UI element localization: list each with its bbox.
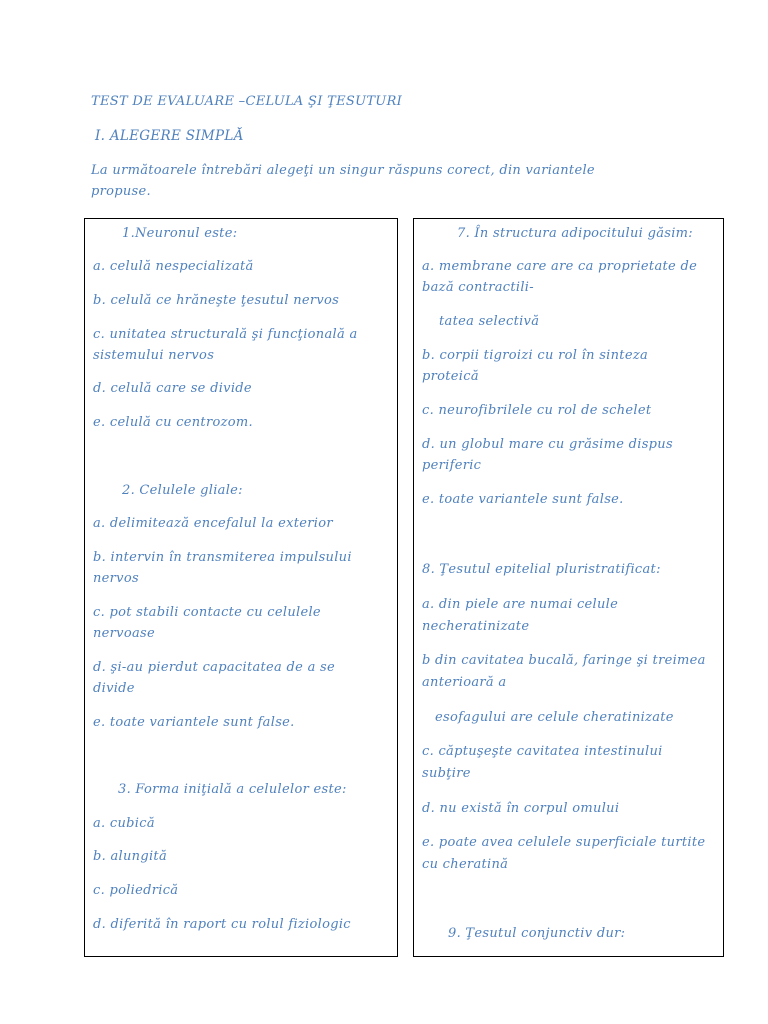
question-7-option-b-line1: b. corpii tigroizi cu rol în sinteza	[422, 348, 649, 363]
question-3-option-a: a. cubică	[93, 816, 155, 831]
question-3-title: 3. Forma iniţială a celulelor este:	[118, 782, 347, 797]
question-7-option-a-line3: tatea selectivă	[439, 314, 540, 329]
question-3-option-b: b. alungită	[93, 849, 167, 864]
question-1-option-d: d. celulă care se divide	[93, 381, 252, 396]
question-8-option-b-line3: esofagului are celule cheratinizate	[435, 710, 674, 725]
question-8-option-b-line1: b din cavitatea bucală, faringe şi treimea	[422, 653, 706, 668]
question-7-option-a-line1: a. membrane care are ca proprietate de	[422, 259, 698, 274]
question-7-title: 7. În structura adipocitului găsim:	[457, 226, 693, 241]
question-1-option-c-line1: c. unitatea structurală şi funcţională a	[93, 327, 358, 342]
question-2-option-d-line1: d. şi-au pierdut capacitatea de a se	[93, 660, 336, 675]
question-2-option-e: e. toate variantele sunt false.	[93, 715, 295, 730]
question-2-option-a: a. delimitează encefalul la exterior	[93, 516, 333, 531]
question-1-title: 1.Neuronul este:	[122, 226, 238, 241]
question-1-option-e: e. celulă cu centrozom.	[93, 415, 253, 430]
section-heading: I. ALEGERE SIMPLĂ	[95, 128, 244, 144]
question-2-option-b-line2: nervos	[93, 571, 139, 586]
question-8-option-a-line1: a. din piele are numai celule	[422, 597, 619, 612]
question-7-option-d-line1: d. un globul mare cu grăsime dispus	[422, 437, 673, 452]
question-7-option-b-line2: proteică	[422, 369, 479, 384]
question-3-option-d: d. diferită în raport cu rolul fiziologic	[93, 917, 351, 932]
question-7-option-d-line2: periferic	[422, 458, 482, 473]
document-title: TEST DE EVALUARE –CELULA ŞI ŢESUTURI	[91, 94, 403, 109]
question-2-title: 2. Celulele gliale:	[122, 483, 243, 498]
question-8-option-b-line2: anterioară a	[422, 675, 507, 690]
question-8-title: 8. Ţesutul epitelial pluristratificat:	[422, 562, 661, 577]
question-2-option-b-line1: b. intervin în transmiterea impulsului	[93, 550, 352, 565]
question-2-option-c-line1: c. pot stabili contacte cu celulele	[93, 605, 321, 620]
question-7-option-a-line2: bază contractili-	[422, 280, 534, 295]
question-3-option-c: c. poliedrică	[93, 883, 179, 898]
question-1-option-c-line2: sistemului nervos	[93, 348, 215, 363]
question-8-option-d: d. nu există în corpul omului	[422, 801, 620, 816]
question-8-option-c-line2: subţire	[422, 766, 471, 781]
question-9-title: 9. Ţesutul conjunctiv dur:	[448, 926, 626, 941]
question-1-option-b: b. celulă ce hrăneşte ţesutul nervos	[93, 293, 340, 308]
question-7-option-e: e. toate variantele sunt false.	[422, 492, 624, 507]
question-1-option-a: a. celulă nespecializată	[93, 259, 254, 274]
question-2-option-c-line2: nervoase	[93, 626, 155, 641]
question-8-option-a-line2: necheratinizate	[422, 619, 530, 634]
question-8-option-e-line2: cu cheratină	[422, 857, 509, 872]
question-7-option-c: c. neurofibrilele cu rol de schelet	[422, 403, 652, 418]
question-2-option-d-line2: divide	[93, 681, 135, 696]
question-8-option-e-line1: e. poate avea celulele superficiale turtite	[422, 835, 706, 850]
question-8-option-c-line1: c. căptuşeşte cavitatea intestinului	[422, 744, 663, 759]
instructions-text: La următoarele întrebări alegeţi un singur răspuns corect, din variantele propuse.	[91, 163, 595, 199]
